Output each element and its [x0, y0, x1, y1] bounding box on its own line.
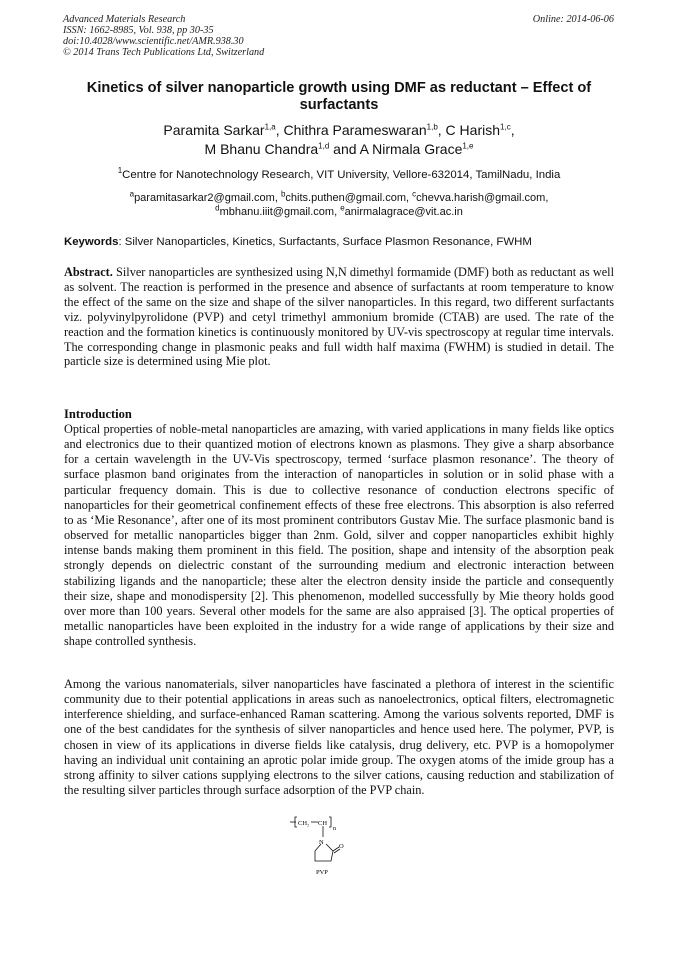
affiliation-text: Centre for Nanotechnology Research, VIT University, Vellore-632014, TamilNadu, India: [122, 169, 561, 181]
affiliation: [60, 168, 618, 182]
author-separator: and: [329, 141, 360, 157]
email-address[interactable]: mbhanu.iiit@gmail.com: [219, 206, 335, 218]
author: Paramita Sarkar: [163, 122, 265, 138]
author: Chithra Parameswaran: [283, 122, 427, 138]
affiliation-sup: 1: [117, 166, 123, 176]
author-affil-sup: 1,d: [318, 141, 330, 151]
ch2-label: CH₂: [298, 820, 310, 827]
pyrrolidone-ring: [315, 844, 333, 861]
journal-name: Advanced Materials Research: [63, 14, 186, 25]
author-list: [60, 121, 618, 159]
author-emails: [60, 191, 618, 219]
author: M Bhanu Chandra: [204, 141, 319, 157]
author-affil-sup: 1,a: [264, 122, 276, 132]
ch-label: CH: [318, 820, 328, 827]
journal-issn: ISSN: 1662-8985, Vol. 938, pp 30-35: [63, 25, 214, 36]
email-address[interactable]: chits.puthen@gmail.com: [285, 192, 407, 204]
email-separator: ,: [545, 192, 549, 204]
online-date: Online: 2014-06-06: [532, 14, 614, 25]
author-affil-sup: 1,e: [462, 141, 474, 151]
email-address[interactable]: chevva.harish@gmail.com: [416, 192, 546, 204]
email-sup: c: [412, 189, 417, 199]
author-affil-sup: 1,b: [426, 122, 438, 132]
abstract-label: Abstract.: [64, 265, 113, 279]
email-sup: d: [215, 203, 220, 213]
oxygen-label: O: [339, 843, 344, 850]
keywords-text: : Silver Nanoparticles, Kinetics, Surfactants, Surface Plasmon Resonance, FWHM: [118, 236, 532, 248]
author-separator: ,: [510, 122, 515, 138]
keywords: [64, 235, 624, 249]
email-sup: e: [340, 203, 345, 213]
paper-title: Kinetics of silver nanoparticle growth using DMF as reductant – Effect of surfactants: [86, 80, 592, 113]
journal-doi: doi:10.4028/www.scientific.net/AMR.938.30: [63, 36, 244, 47]
email-separator: ,: [334, 206, 341, 218]
introduction-paragraph-1: Optical properties of noble-metal nanoparticles are amazing, with varied applications in many fields like optics and electronics due to their quantized motion of electrons known as plasmons. They give a sharp absorbance for a certain wavelength in the UV-Vis spectroscopy, termed ‘surface plasmon resonance’. The theory of surface plasmon band originates from the interaction of nanoparticles in solution or in solid phase with a particular frequency domain. This is due to collective resonance of conduction electrons specific of nanoparticles for their geometrical confinement effects of these free electrons. This absorption is also referred to as ‘Mie Resonance’, after one of its most prominent contributors Gustav Mie. The surface plasmonic band is observed for metallic nanoparticles bigger than 2nm. Gold, silver and copper nanoparticles exhibit highly intense bands making them prominent in this field. The position, shape and intensity of the absorption peak strongly depends on dielectric constant of the surrounding medium and electronic interaction between stabilizing ligands and the nanoparticle; these alter the electron density inside the particle and consequently their size, shape and monodispersity [2]. This phenomenon, modelled successfully by Mie theory holds good over more than 100 years. Several other models for the same are also appraised [3]. The optical properties of metallic nanoparticles have been exploited in the industry for a wide range of applications by their size and shape controlled synthesis.: [64, 422, 614, 649]
email-separator: ,: [274, 192, 281, 204]
author: A Nirmala Grace: [359, 141, 463, 157]
introduction-paragraph-2: Among the various nanomaterials, silver nanoparticles have fascinated a plethora of interest in the scientific community due to their potential applications in areas such as nanoelectronics, optical filters, electromagnetic interference shielding, and surface-enhanced Raman scattering. Among the various solvents reported, DMF is one of the best candidates for the synthesis of silver nanoparticles and hence used here. The polymer, PVP, is chosen in view of its applications in diverse fields like catalysis, drug delivery, etc. PVP is a homopolymer having an individual unit containing an aprotic polar imide group. The oxygen atoms of the imide group has a strong affinity to silver cations supplying electrons to the silver cations, causing reduction and stabilization of the resulting silver particles through surface adsorption of the PVP chain.: [64, 677, 614, 798]
email-sup: b: [280, 189, 286, 199]
pvp-structure-figure: [287, 815, 357, 877]
author-affil-sup: 1,c: [500, 122, 511, 132]
journal-copyright: © 2014 Trans Tech Publications Ltd, Switzerland: [63, 47, 265, 58]
repeat-subscript: n: [333, 826, 336, 832]
author: C Harish: [445, 122, 501, 138]
keywords-label: Keywords: [64, 236, 119, 248]
bracket-right: [329, 817, 331, 827]
journal-header: [63, 14, 264, 58]
email-sup: a: [129, 189, 135, 199]
email-separator: ,: [406, 192, 413, 204]
email-address[interactable]: anirmalagrace@vit.ac.in: [344, 206, 463, 218]
author-separator: ,: [437, 122, 446, 138]
figure-caption: PVP: [316, 869, 328, 876]
abstract: [64, 265, 614, 369]
introduction-heading: Introduction: [64, 407, 132, 421]
email-address[interactable]: paramitasarkar2@gmail.com: [134, 192, 275, 204]
author-separator: ,: [275, 122, 284, 138]
abstract-text: Silver nanoparticles are synthesized using N,N dimethyl formamide (DMF) both as reductant as well as solvent. The reaction is performed in the presence and absence of surfactants at room temperature to know the effect of the same on the size and shape of the silver nanoparticles. In this regard, two different surfactants viz. polyvinylpyrolidone (PVP) and cetyl trimethyl ammonium bromide (CTAB) are used. The rate of the reaction and the formation kinetics is continuously monitored by UV-vis spectroscopy at regular time intervals. The corresponding change in plasmonic peaks and full width half maxima (FWHM) is studied in detail. The particle size is determined using Mie plot.: [64, 265, 614, 369]
nitrogen-label: N: [319, 839, 324, 846]
